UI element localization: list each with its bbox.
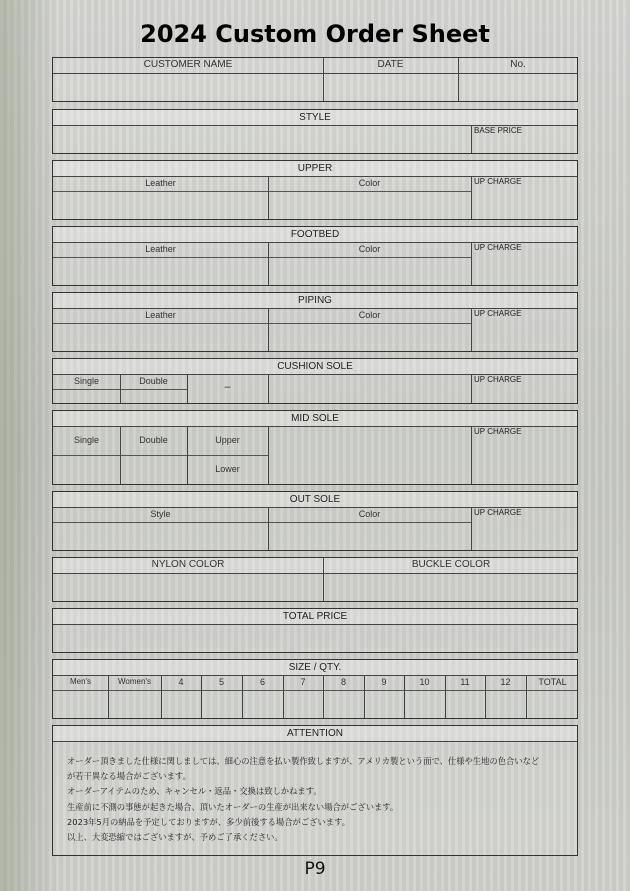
size-col-label: 6: [259, 677, 265, 687]
size-qty-field[interactable]: [109, 691, 161, 718]
piping-leather-label: Leather: [145, 310, 176, 320]
footbed-leather-field[interactable]: [53, 258, 268, 285]
size-qty-field[interactable]: [324, 691, 364, 718]
size-qty-header: SIZE / QTY.: [53, 660, 577, 676]
cushion-single-checkbox[interactable]: [53, 390, 120, 403]
attention-line: 以上、大変恐縮ではございますが、予めご了承ください。: [67, 832, 283, 843]
attention-line: が若干異なる場合がございます。: [67, 771, 191, 782]
mid-up-charge-label: UP CHARGE: [474, 427, 522, 436]
size-qty-field[interactable]: [284, 691, 323, 718]
size-col-label: 4: [178, 677, 184, 687]
cushion-dash: –: [224, 381, 231, 393]
footbed-up-charge-label: UP CHARGE: [474, 243, 522, 252]
size-qty-field[interactable]: [527, 691, 579, 718]
size-col-label: 7: [300, 677, 306, 687]
size-qty-field[interactable]: [405, 691, 445, 718]
size-col-label: Women's: [118, 677, 151, 686]
footbed-leather-label: Leather: [145, 244, 176, 254]
cushion-sole-section: [52, 358, 578, 404]
size-col-label: 10: [419, 677, 430, 687]
upper-up-charge-label: UP CHARGE: [474, 177, 522, 186]
size-col-label: 12: [500, 677, 511, 687]
piping-up-charge-field[interactable]: [472, 320, 577, 351]
cushion-double-label: Double: [139, 376, 168, 386]
base-price-label: BASE PRICE: [474, 126, 523, 135]
mid-upper-label: Upper: [215, 435, 240, 445]
buckle-color-label: BUCKLE COLOR: [411, 559, 491, 570]
mid-sole-header: MID SOLE: [53, 411, 577, 427]
page-title: 2024 Custom Order Sheet: [140, 20, 490, 48]
order-no-field[interactable]: [459, 74, 577, 101]
date-label: DATE: [377, 59, 404, 70]
piping-leather-field[interactable]: [53, 324, 268, 351]
attention-notes: [67, 754, 539, 845]
nylon-color-label: NYLON COLOR: [151, 559, 225, 570]
size-col-label: 9: [381, 677, 387, 687]
attention-line: オーダーアイテムのため、キャンセル・返品・交換は致しかねます。: [67, 786, 322, 797]
mid-spec-field[interactable]: [269, 427, 471, 484]
size-qty-field[interactable]: [243, 691, 283, 718]
mid-single-checkbox[interactable]: [53, 456, 120, 484]
piping-color-label: Color: [358, 310, 381, 320]
attention-section: [52, 725, 578, 856]
piping-section: [52, 292, 578, 352]
piping-header: PIPING: [53, 293, 577, 309]
style-field[interactable]: [53, 126, 471, 153]
cushion-up-charge-label: UP CHARGE: [474, 375, 522, 384]
total-price-field[interactable]: [53, 625, 577, 652]
footbed-section: [52, 226, 578, 286]
out-style-field[interactable]: [53, 523, 268, 550]
size-qty-field[interactable]: [446, 691, 485, 718]
out-up-charge-field[interactable]: [472, 519, 577, 550]
out-color-label: Color: [358, 509, 381, 519]
footbed-color-label: Color: [358, 244, 381, 254]
size-col-label: TOTAL: [538, 677, 567, 687]
style-section: [52, 109, 578, 154]
size-qty-field[interactable]: [54, 691, 108, 718]
size-qty-field[interactable]: [202, 691, 242, 718]
size-col-label: 11: [460, 677, 470, 687]
upper-leather-label: Leather: [145, 178, 176, 188]
total-price-header: TOTAL PRICE: [53, 609, 577, 625]
out-style-label: Style: [150, 509, 171, 519]
cushion-sole-header: CUSHION SOLE: [53, 359, 577, 375]
attention-line: 生産前に不測の事態が起きた場合、頂いたオーダーの生産が出来ない場合がございます。: [67, 801, 399, 812]
upper-up-charge-field[interactable]: [472, 188, 577, 219]
upper-header: UPPER: [53, 161, 577, 177]
mid-single-label: Single: [73, 435, 100, 445]
footbed-color-field[interactable]: [269, 258, 471, 285]
size-qty-field[interactable]: [486, 691, 526, 718]
mid-double-checkbox[interactable]: [121, 456, 187, 484]
mid-double-label: Double: [139, 435, 168, 445]
cushion-up-charge-field[interactable]: [472, 386, 577, 403]
color-section: [52, 557, 578, 602]
date-field[interactable]: [324, 74, 458, 101]
attention-line: 2023年5月の納品を予定しておりますが、多少前後する場合がございます。: [67, 816, 350, 827]
buckle-color-field[interactable]: [324, 574, 577, 601]
attention-line: オーダー頂きました仕様に関しましては、細心の注意を払い製作致しますが、アメリカ製という面で、仕様や生地の色合いなど: [67, 756, 540, 766]
size-qty-section: [52, 659, 578, 719]
mid-up-charge-field[interactable]: [472, 438, 577, 484]
customer-name-field[interactable]: [53, 74, 323, 101]
footbed-up-charge-field[interactable]: [472, 254, 577, 285]
size-col-label: 8: [340, 677, 346, 687]
cushion-double-checkbox[interactable]: [121, 390, 187, 403]
footbed-header: FOOTBED: [53, 227, 577, 243]
base-price-field[interactable]: [472, 136, 577, 153]
upper-section: [52, 160, 578, 220]
upper-color-field[interactable]: [269, 192, 471, 219]
order-no-label: No.: [510, 59, 526, 70]
customer-name-label: CUSTOMER NAME: [143, 59, 233, 70]
cushion-single-label: Single: [73, 376, 100, 386]
size-col-label: 5: [218, 677, 224, 687]
cushion-spec-field[interactable]: [269, 375, 471, 403]
nylon-color-field[interactable]: [53, 574, 323, 601]
size-qty-field[interactable]: [162, 691, 201, 718]
upper-color-label: Color: [358, 178, 381, 188]
out-sole-section: [52, 491, 578, 551]
total-price-section: [52, 608, 578, 653]
size-col-label: Men's: [69, 677, 92, 686]
upper-leather-field[interactable]: [53, 192, 268, 219]
customer-section: [52, 57, 578, 102]
mid-sole-section: [52, 410, 578, 485]
page-number: P9: [304, 859, 326, 879]
piping-color-field[interactable]: [269, 324, 471, 351]
attention-header: ATTENTION: [53, 726, 577, 742]
size-qty-field[interactable]: [365, 691, 404, 718]
out-sole-header: OUT SOLE: [53, 492, 577, 508]
out-color-field[interactable]: [269, 523, 471, 550]
style-header: STYLE: [53, 110, 577, 126]
mid-lower-label: Lower: [215, 464, 240, 474]
piping-up-charge-label: UP CHARGE: [474, 309, 522, 318]
out-up-charge-label: UP CHARGE: [474, 508, 522, 517]
